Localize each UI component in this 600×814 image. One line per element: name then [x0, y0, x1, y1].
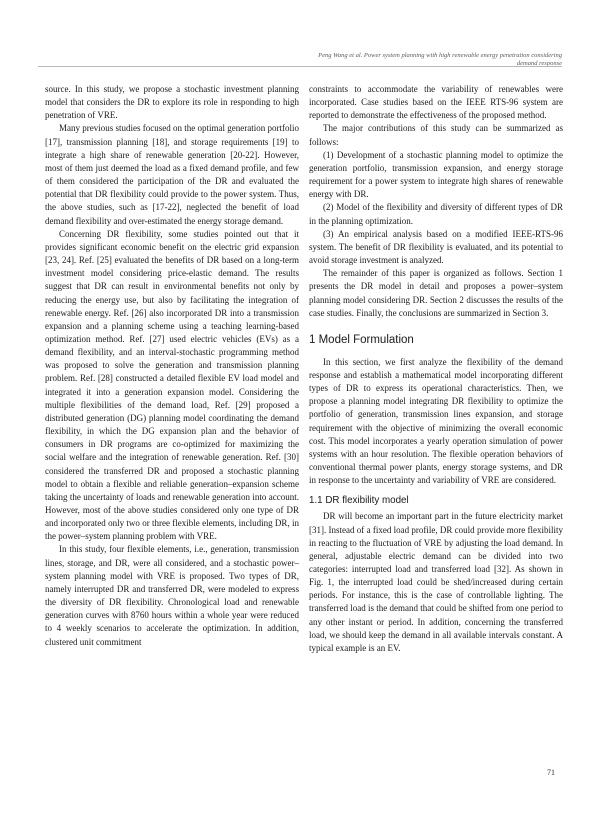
contribution-item: (1) Development of a stochastic planning model to optimize the generation portfolio, transmission expansion, and energy storage requirement for a power system to integrate high shares of renewable energy with DR. [309, 149, 563, 200]
paragraph-dr-flexibility: Concerning DR flexibility, some studies pointed out that it provides significant economic benefit on the electric grid expansion [23, 24]. Ref. [25] evaluated the benefits of DR based on a long-term investment model considering price-elastic demand. The results suggest that DR can result in environmental benefits not only by reducing the energy use, but also by facilitating the integration of renewable energy. Ref. [26] also incorporated DR into a transmission expansion and a planning scheme using a teaching learning-based optimization method. Ref. [27] used electric vehicles (EVs) as a demand flexibility, and an interval-stochastic programming method was proposed to solve the generation and transmission planning problem. Ref. [28] constructed a detailed flexible EV load model and integrated it into a generation expansion model. Considering the multiple flexibilities of the demand load, Ref. [29] proposed a distributed generation (DG) planning model coordinating the demand flexibility, in which the DG expansion plan and the behavior of consumers in DR programs are co-optimized for maximizing the social welfare and the integration of renewable generation. Ref. [30] considered the transferred DR and proposed a stochastic planning model to obtain a flexible and reliable generation–expansion scheme taking the uncertainty of loads and renewable generation into account. However, most of the above studies considered only one type of DR and incorporated only two or three flexible elements, including DR, in the power–system planning problem with VRE. [45, 228, 299, 542]
paragraph-subsection-1-1: DR will become an important part in the future electricity market [31]. Instead of a fixed load profile, DR could provide more flexibility in reacting to the fluctuation of VRE by adjusting the load demand. In general, adjustable electric demand can be divided into two categories: interrupted load and transferred load [32]. As shown in Fig. 1, the interrupted load could be shed/increased during certain periods. For instance, this is the case of controllable lighting. The transferred load is the demand that could be shifted from one period to any other instant or period. In addition, concerning the transferred load, we should keep the demand in all available intervals constant. A typical example is an EV. [309, 511, 563, 653]
section-heading-model-formulation: 1 Model Formulation [309, 333, 414, 346]
left-column [45, 83, 299, 649]
page-number: 71 [547, 768, 555, 777]
contribution-item: (2) Model of the flexibility and diversity of different types of DR in the planning optimization. [309, 202, 563, 226]
right-column [309, 83, 563, 655]
paragraph-outline: The remainder of this paper is organized as follows. Section 1 presents the DR model in detail and proposes a power–system planning model considering DR. Section 2 discusses the results of the case studies. Finally, the conclusions are summarized in Section 3. [309, 268, 563, 318]
header-rule [38, 66, 562, 67]
paragraph-this-study: In this study, four flexible elements, i.e., generation, transmission lines, storage, and DR, were all considered, and a stochastic power–system planning model with VRE is proposed. Two types of DR, namely interrupted DR and transferred DR, were modeled to express the diversity of DR flexibility. Chronological load and renewable generation curves with 8760 hours within a whole year were reduced to 4 weekly scenarios to accelerate the optimization. In addition, clustered unit commitment [45, 544, 299, 647]
paragraph-continuation-right: constraints to accommodate the variability of renewables were incorporated. Case studies based on the IEEE RTS-96 system are reported to demonstrate the effectiveness of the proposed method. [309, 84, 563, 121]
paragraph-section-1: In this section, we first analyze the flexibility of the demand response and establish a mathematical model incorporating different types of DR to express its operational characteristics. Then, we propose a planning model integrating DR flexibility to optimize the portfolio of generation, transmission lines expansion, and storage requirement with the objective of minimizing the overall economic cost. This model incorporates a yearly operation simulation of power systems with an hour resolution. The flexible operation behaviors of conventional thermal power plants, energy storage systems, and DR in response to the uncertainty and variability of VRE are considered. [309, 356, 563, 486]
paragraph-continuation: source. In this study, we propose a stochastic investment planning model that considers the DR to explore its role in responding to high penetration of VRE. [45, 84, 299, 121]
paragraph-previous-studies: Many previous studies focused on the optimal generation portfolio [17], transmission planning [18], and storage requirements [19] to integrate a high share of renewable generation [20-22]. However, most of them just deemed the load as a fixed demand profile, and few of them considered the participation of the DR and evaluated the potential that DR flexibility could provide to the power system. Thus, the above studies, such as [17-22], neglected the benefit of load demand flexibility and over-estimated the energy storage demand. [45, 123, 299, 226]
contribution-item: (3) An empirical analysis based on a modified IEEE-RTS-96 system. The benefit of DR flexibility is evaluated, and its potential to avoid storage investment is analyzed. [309, 228, 563, 266]
running-title: Peng Wang et al. Power system planning with high renewable energy penetration considering demand response [318, 52, 562, 67]
paragraph-contributions-intro: The major contributions of this study can be summarized as follows: [309, 123, 563, 147]
subsection-heading-dr-flexibility: 1.1 DR flexibility model [309, 495, 409, 507]
